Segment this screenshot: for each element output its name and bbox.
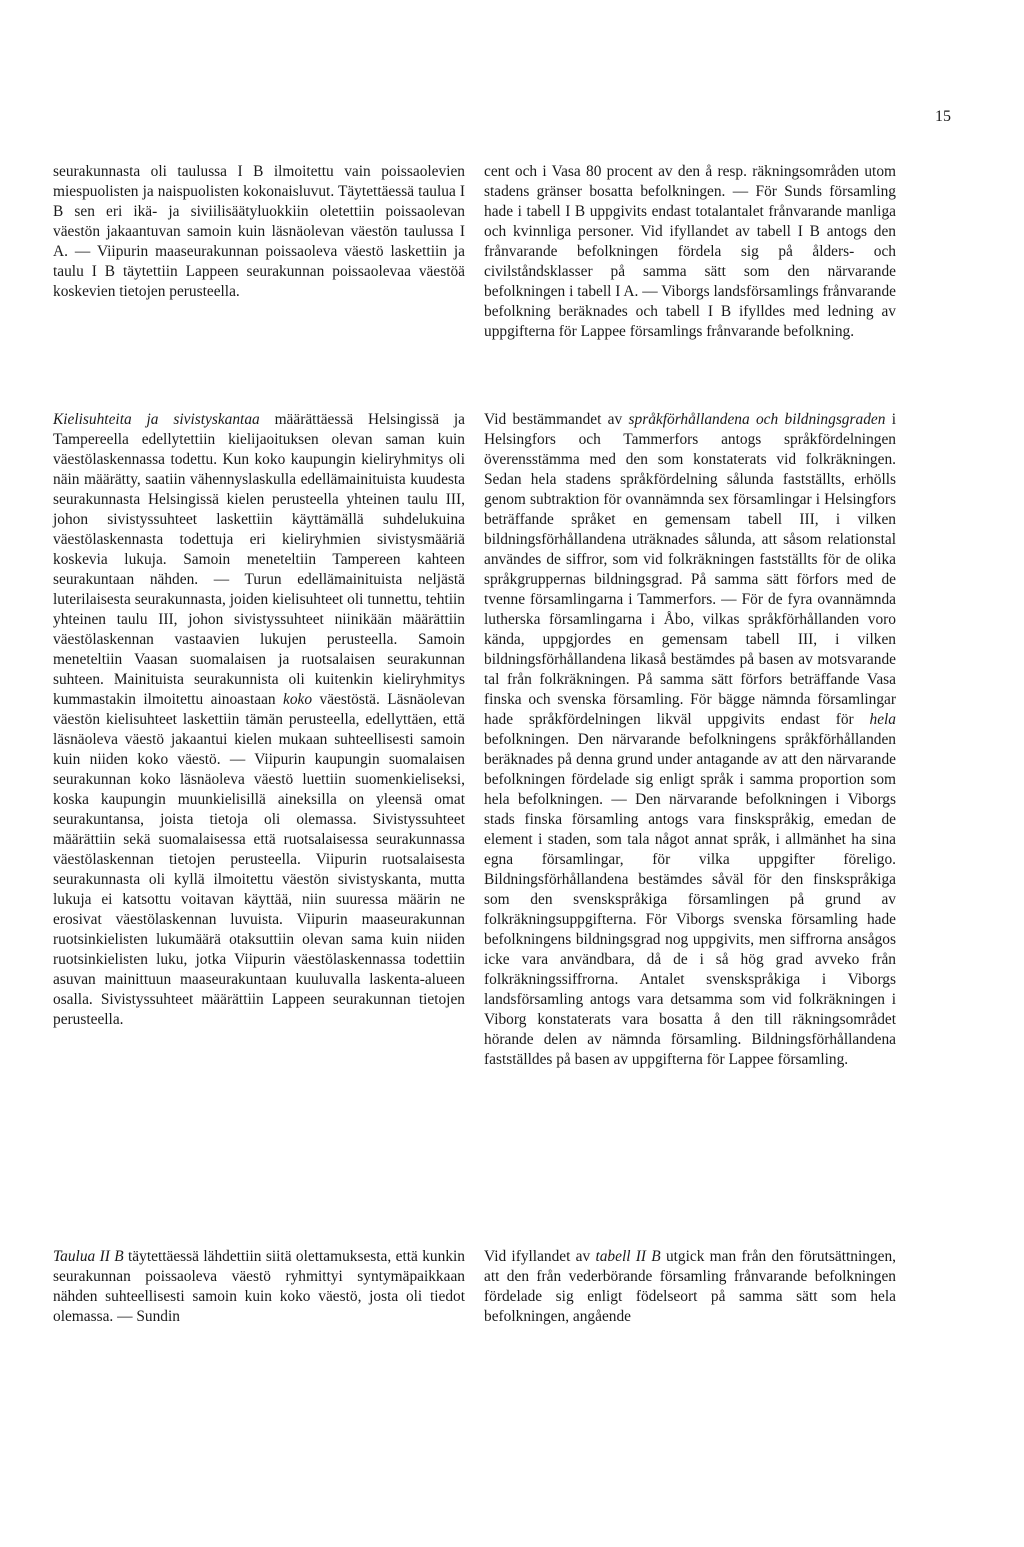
left-paragraph-3 bbox=[53, 1247, 465, 1327]
right-paragraph-2 bbox=[484, 410, 896, 1070]
right-paragraph-2-emphasis: hela bbox=[869, 711, 896, 728]
right-paragraph-1-text: cent och i Vasa 80 procent av den å resp. räkningsområden utom stadens gränser bosatta befolkningen. — För Sunds församling hade i tabell I B uppgivits endast totalantalet frånvarande manliga och kvinnliga personer. Vid ifyllandet av tabell I B antogs den frånvarande befolkningen fördela sig på ålders- och civilståndsklasser på samma sätt som den närvarande befolkningen i tabell I A. — Viborgs landsförsamlings frånvarande befolkning beräknades och tabell I B ifylldes med ledning av uppgifterna för Lappee församlings frånvarande befolkning. bbox=[484, 163, 896, 340]
left-paragraph-2-text-b: väestöstä. Läsnäolevan väestön kielisuhteet laskettiin tämän perusteella, edellyttäen, että läsnäoleva väestö jakaantui kielen mukaan suhteellisesti samoin kuin niiden koko väestö. — Viipurin kaupungin suomalaisen seurakunnan koko läsnäoleva väestö luettiin suomenkieliseksi, koska kaupungin muunkielisillä aineksilla on yleensä omat seurakuntansa, joista tietoja oli olemassa. Sivistyssuhteet määrättiin sekä suomalaisessa että ruotsalaisessa seurakunnassa väestölaskennan tietojen perusteella. Viipurin ruotsalaisesta seurakunnasta oli kyllä ilmoitettu väestön sivistyskanta, mutta lukuja ei katsottu voitavan käyttää, niin suuressa määrin ne erosivat väestölaskennan luvuista. Viipurin maaseurakunnan ruotsinkielisten lukumäärä otaksuttiin olevan sama kuin niiden ruotsinkielisten luku, jotka Viipurin väestölaskennassa todettiin asuvan mainittuun maaseurakuntaan kuuluvalla laskenta-alueen osalla. Sivistyssuhteet määrättiin Lappeen seurakunnan tietojen perusteella. bbox=[53, 691, 465, 1028]
right-paragraph-2-text-a: Vid bestämmandet av bbox=[484, 411, 629, 428]
right-paragraph-3-text-a: Vid ifyllandet av bbox=[484, 1248, 596, 1265]
left-paragraph-1 bbox=[53, 162, 465, 302]
left-paragraph-3-text: täytettäessä lähdettiin siitä olettamuksesta, että kunkin seurakunnan poissaoleva väestö ryhmittyi syntymäpaikkaan nähden suhteellisesti samoin kuin koko väestö, josta oli tiedot olemassa. — Sundin bbox=[53, 1248, 465, 1325]
right-paragraph-3-lead: tabell II B bbox=[595, 1248, 661, 1265]
right-paragraph-3 bbox=[484, 1247, 896, 1327]
right-paragraph-3-text-b: utgick man från den förutsättningen, att den från vederbörande församling frånvarande befolkningen fördelade sig enligt födelseort på samma sätt som hela befolkningen, angående bbox=[484, 1248, 896, 1325]
left-paragraph-2-lead: Kielisuhteita ja sivistyskantaa bbox=[53, 411, 260, 428]
left-paragraph-3-lead: Taulua II B bbox=[53, 1248, 124, 1265]
page-number: 15 bbox=[935, 108, 951, 125]
right-paragraph-2-text-c: befolkningen. Den närvarande befolkningens språkförhållanden beräknades på denna grund under antagande av att den närvarande befolkningen fördelade sig enligt språk i samma proportion som hela befolkningen. — Den närvarande befolkningen i Viborgs stads finska församling antogs vara finskspråkig, emedan de element i staden, som tala något annat språk, i allmänhet ha sina egna församlingar, för vilka uppgifter föreligo. Bildningsförhållandena bestämdes såväl för den finskspråkiga som den svenskspråkiga församlingen på grund av folkräkningsuppgifterna. För Viborgs svenska församling hade befolkningens bildningsgrad nog uppgivits, men siffrorna ansågos icke vara användbara, då de i så hög grad avveko från folkräkningssiffrorna. Antalet svenskspråkiga i Viborgs landsförsamling antogs vara detsamma som vid folkräkningen i Viborg konstaterats vara bosatta å den till räkningsområdet hörande delen av nämnda församling. Bildningsförhållandena fastställdes på basen av uppgifterna för Lappee församling. bbox=[484, 731, 896, 1068]
left-paragraph-1-text: seurakunnasta oli taulussa I B ilmoitettu vain poissaolevien miespuolisten ja naispuolisten kokonaisluvut. Täytettäessä taulua I B sen eri ikä- ja siviilisäätyluokkiin oletettiin poissaolevan väestön jakaantuvan samoin kuin läsnäolevan väestön taulussa I A. — Viipurin maaseurakunnan poissaoleva väestö laskettiin ja taulu I B täytettiin Lappeen seurakunnan poissaolevaa väestöä koskevien tietojen perusteella. bbox=[53, 163, 465, 300]
left-paragraph-2-emphasis: koko bbox=[283, 691, 313, 708]
right-paragraph-2-text-b: i Helsingfors och Tammerfors antogs språkfördelningen överensstämma med den som konstaterats vid folkräkningen. Sedan hela stadens språkfördelning sålunda fastställts, erhölls genom subtraktion för ovannämnda sex församlingar i Helsingfors beträffande språket en gemensam tabell III, i vilken bildningsförhållandena uträknades sålunda, att såsom relationstal användes de siffror, som vid folkräkningen fastställts för de olika språkgruppernas bildningsgrad. På samma sätt förfors med de tvenne församlingarna i Tammerfors. — För de fyra ovannämnda lutherska församlingarna i Åbo, vilkas språkförhållanden voro kända, uppgjordes en gemensam tabell III, i vilken bildningsförhållandena likaså bestämdes på basen av motsvarande tal från folkräkningen. På samma sätt förfors beträffande Vasa finska och svenska församling. För bägge nämnda församlingar hade språkfördelningen likväl uppgivits endast för bbox=[484, 411, 897, 728]
right-paragraph-1 bbox=[484, 162, 896, 342]
left-paragraph-2 bbox=[53, 410, 465, 1030]
right-paragraph-2-lead: språkförhållandena och bildningsgraden bbox=[628, 411, 886, 428]
left-paragraph-2-text-a: määrättäessä Helsingissä ja Tampereella edellytettiin kielijaoituksen olevan saman kuin väestölaskennassa todettu. Kun koko kaupungin kieliryhmitys oli näin määrätty, saatiin vähennyslaskulla edellämainituista kuudesta seurakunnasta Helsingissä kielen perusteella yhteinen taulu III, johon sivistyssuhteet laskettiin käyttämällä suhdelukuina väestölaskennasta todettuja eri kieliryhmien sivistysmääriä koskevia lukuja. Samoin meneteltiin Tampereen kahteen seurakuntaan nähden. — Turun edellämainituista neljästä luterilaisesta seurakunnasta, joiden kielisuhteet oli tunnettu, tehtiin yhteinen taulu III, johon sivistyssuhteet niinikään määrättiin väestölaskennan vastaavien lukujen perusteella. Samoin meneteltiin Vaasan suomalaisen ja ruotsalaisen seurakunnan suhteen. Mainituista seurakunnista oli kuitenkin kieliryhmitys kummastakin ilmoitettu ainoastaan bbox=[53, 411, 465, 708]
